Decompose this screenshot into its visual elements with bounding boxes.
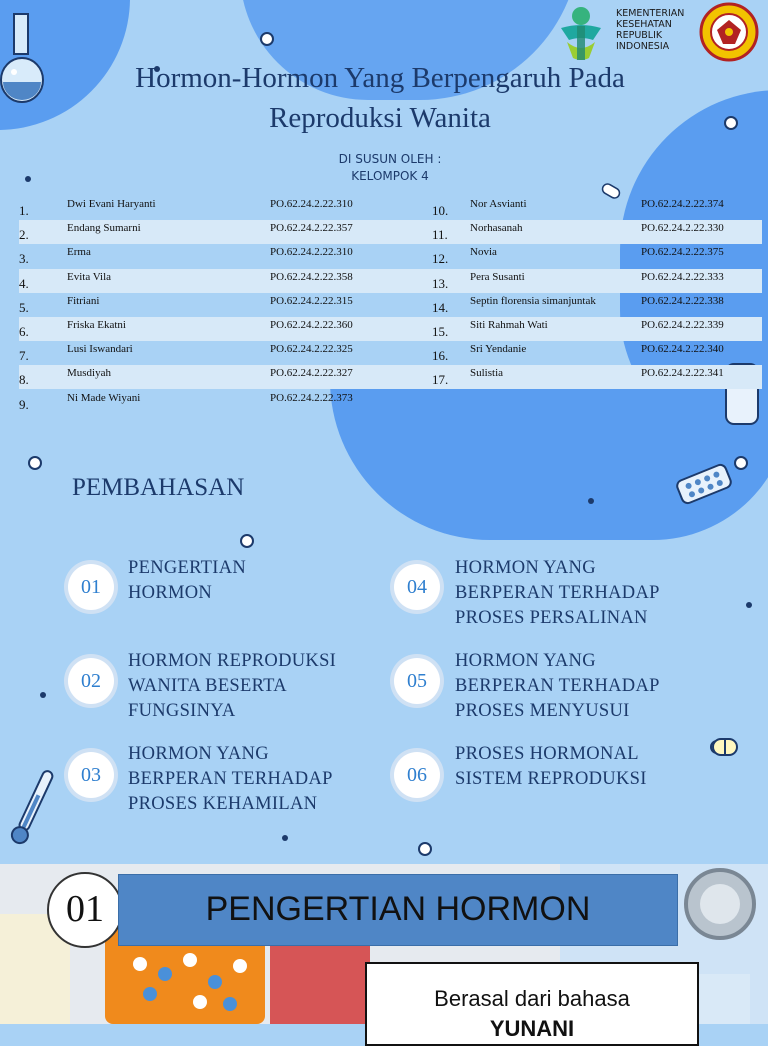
member-id: PO.62.24.2.22.310 bbox=[270, 246, 353, 259]
topic-title-line2: BERPERAN TERHADAP bbox=[128, 769, 333, 789]
member-id: PO.62.24.2.22.374 bbox=[641, 198, 724, 210]
topic-title-line2: SISTEM REPRODUKSI bbox=[455, 769, 647, 789]
topic-title-line3: PROSES KEHAMILAN bbox=[128, 794, 318, 814]
member-id: PO.62.24.2.22.341 bbox=[641, 367, 724, 380]
member-number: 14. bbox=[432, 299, 449, 315]
member-name: Sulistia bbox=[470, 367, 504, 380]
decor-dot bbox=[40, 692, 46, 698]
page-title bbox=[40, 58, 720, 138]
topic-title bbox=[455, 556, 660, 631]
member-number: 1. bbox=[19, 203, 29, 218]
member-number: 7. bbox=[19, 348, 29, 364]
topic-title-line2: BERPERAN TERHADAP bbox=[455, 676, 660, 696]
member-id: PO.62.24.2.22.357 bbox=[270, 222, 353, 235]
member-number: 9. bbox=[19, 396, 29, 412]
member-id: PO.62.24.2.22.330 bbox=[641, 222, 724, 235]
member-name: Pera Susanti bbox=[470, 270, 525, 283]
member-name: Siti Rahmah Wati bbox=[470, 319, 548, 331]
member-number: 10. bbox=[432, 203, 449, 218]
title-line-1: Hormon-Hormon Yang Berpengaruh Pada bbox=[135, 62, 625, 94]
table-row bbox=[19, 293, 762, 317]
member-name: Erma bbox=[67, 246, 91, 259]
kemenkes-logo bbox=[553, 2, 685, 62]
member-id: PO.62.24.2.22.338 bbox=[641, 294, 724, 307]
member-id: PO.62.24.2.22.310 bbox=[270, 198, 353, 210]
topic-number-badge: 06 bbox=[394, 752, 440, 798]
topic-title-line2: WANITA BESERTA bbox=[128, 676, 287, 696]
member-id: PO.62.24.2.22.315 bbox=[270, 294, 353, 307]
decor-dot bbox=[734, 456, 748, 470]
topic-title-line1: HORMON YANG bbox=[455, 651, 596, 671]
member-id: PO.62.24.2.22.360 bbox=[270, 319, 353, 331]
slide2-number: 01 bbox=[47, 872, 123, 948]
table-row bbox=[19, 244, 762, 268]
decor-dot bbox=[724, 116, 738, 130]
table-row bbox=[19, 341, 762, 365]
member-number: 16. bbox=[432, 348, 449, 364]
slide2-title: PENGERTIAN HORMON bbox=[118, 874, 678, 946]
table-row bbox=[19, 269, 762, 293]
decor-dot bbox=[25, 176, 31, 182]
pill-pack-icon bbox=[672, 462, 736, 506]
member-number: 6. bbox=[19, 324, 29, 339]
member-id: PO.62.24.2.22.373 bbox=[270, 391, 353, 404]
member-name: Ni Made Wiyani bbox=[67, 391, 141, 404]
topic-title-line1: HORMON REPRODUKSI bbox=[128, 651, 337, 671]
topic-title-line1: HORMON YANG bbox=[128, 744, 269, 764]
member-name: Musdiyah bbox=[67, 367, 111, 380]
member-id: PO.62.24.2.22.375 bbox=[641, 246, 724, 259]
member-name: Fitriani bbox=[67, 294, 100, 307]
table-row bbox=[19, 365, 762, 389]
member-number: 15. bbox=[432, 324, 449, 339]
table-row bbox=[19, 390, 762, 414]
subtitle-line-1: DI SUSUN OLEH : bbox=[338, 152, 442, 166]
topic-title-line2: HORMON bbox=[128, 583, 213, 603]
member-number: 13. bbox=[432, 275, 449, 291]
member-id: PO.62.24.2.22.333 bbox=[641, 270, 724, 283]
ministry-line-4: INDONESIA bbox=[616, 41, 670, 52]
members-table bbox=[19, 196, 762, 414]
topic-number-badge: 04 bbox=[394, 564, 440, 610]
decor-dot bbox=[746, 602, 752, 608]
member-number: 3. bbox=[19, 251, 29, 267]
member-number: 17. bbox=[432, 372, 449, 388]
member-name: Evita Vila bbox=[67, 270, 112, 283]
member-name: Sri Yendanie bbox=[470, 343, 527, 356]
decor-dot bbox=[588, 498, 594, 504]
member-name: Nor Asvianti bbox=[470, 198, 527, 210]
topic-title bbox=[455, 649, 660, 724]
topic-title-line1: PROSES HORMONAL bbox=[455, 744, 639, 764]
member-number: 11. bbox=[432, 227, 448, 243]
thermometer-icon bbox=[10, 764, 56, 850]
slide2-textbox bbox=[365, 962, 699, 1046]
topic-title-line3: PROSES PERSALINAN bbox=[455, 608, 648, 628]
member-number: 5. bbox=[19, 299, 29, 315]
member-name: Friska Ekatni bbox=[67, 319, 126, 331]
topic-title bbox=[128, 556, 246, 606]
topic-title-line3: FUNGSINYA bbox=[128, 701, 236, 721]
member-id: PO.62.24.2.22.339 bbox=[641, 319, 724, 331]
member-name: Dwi Evani Haryanti bbox=[67, 198, 156, 210]
member-name: Novia bbox=[470, 246, 497, 259]
member-name: Septin florensia simanjuntak bbox=[470, 294, 596, 307]
decor-dot bbox=[28, 456, 42, 470]
member-number: 4. bbox=[19, 275, 29, 291]
table-row bbox=[19, 196, 762, 220]
table-row bbox=[19, 317, 762, 341]
topic-title bbox=[128, 742, 333, 817]
topic-title bbox=[455, 742, 647, 792]
poltekkes-logo bbox=[697, 2, 761, 62]
member-number: 2. bbox=[19, 227, 29, 243]
member-name: Norhasanah bbox=[470, 222, 523, 235]
topic-number-badge: 05 bbox=[394, 658, 440, 704]
member-id: PO.62.24.2.22.340 bbox=[641, 343, 724, 356]
decor-dot bbox=[282, 835, 288, 841]
member-id: PO.62.24.2.22.327 bbox=[270, 367, 353, 380]
table-row bbox=[19, 220, 762, 244]
topic-title-line1: PENGERTIAN bbox=[128, 558, 247, 578]
topic-number-badge: 01 bbox=[68, 564, 114, 610]
member-id: PO.62.24.2.22.358 bbox=[270, 270, 353, 283]
decor-dot bbox=[260, 32, 274, 46]
subtitle bbox=[280, 151, 500, 185]
member-name: Endang Sumarni bbox=[67, 222, 141, 235]
member-name: Lusi Iswandari bbox=[67, 343, 133, 356]
slide2-text-line-1: Berasal dari bahasa bbox=[434, 986, 630, 1011]
topic-number-badge: 03 bbox=[68, 752, 114, 798]
decor-dot bbox=[418, 842, 432, 856]
member-id: PO.62.24.2.22.325 bbox=[270, 343, 353, 356]
topic-title-line3: PROSES MENYUSUI bbox=[455, 701, 630, 721]
member-number: 12. bbox=[432, 251, 449, 267]
title-line-2: Reproduksi Wanita bbox=[269, 102, 491, 134]
pembahasan-heading: PEMBAHASAN bbox=[72, 474, 245, 501]
ministry-line-1: KEMENTERIAN bbox=[616, 8, 685, 19]
topic-number-badge: 02 bbox=[68, 658, 114, 704]
topic-title-line2: BERPERAN TERHADAP bbox=[455, 583, 660, 603]
subtitle-line-2: KELOMPOK 4 bbox=[351, 169, 429, 183]
member-number: 8. bbox=[19, 372, 29, 388]
decor-dot bbox=[240, 534, 254, 548]
topic-title bbox=[128, 649, 336, 724]
ministry-line-3: REPUBLIK bbox=[616, 30, 663, 41]
ministry-line-2: KESEHATAN bbox=[616, 19, 672, 30]
topic-title-line1: HORMON YANG bbox=[455, 558, 596, 578]
slide2-text-line-2: YUNANI bbox=[489, 1016, 575, 1041]
capsule-icon bbox=[710, 736, 740, 758]
